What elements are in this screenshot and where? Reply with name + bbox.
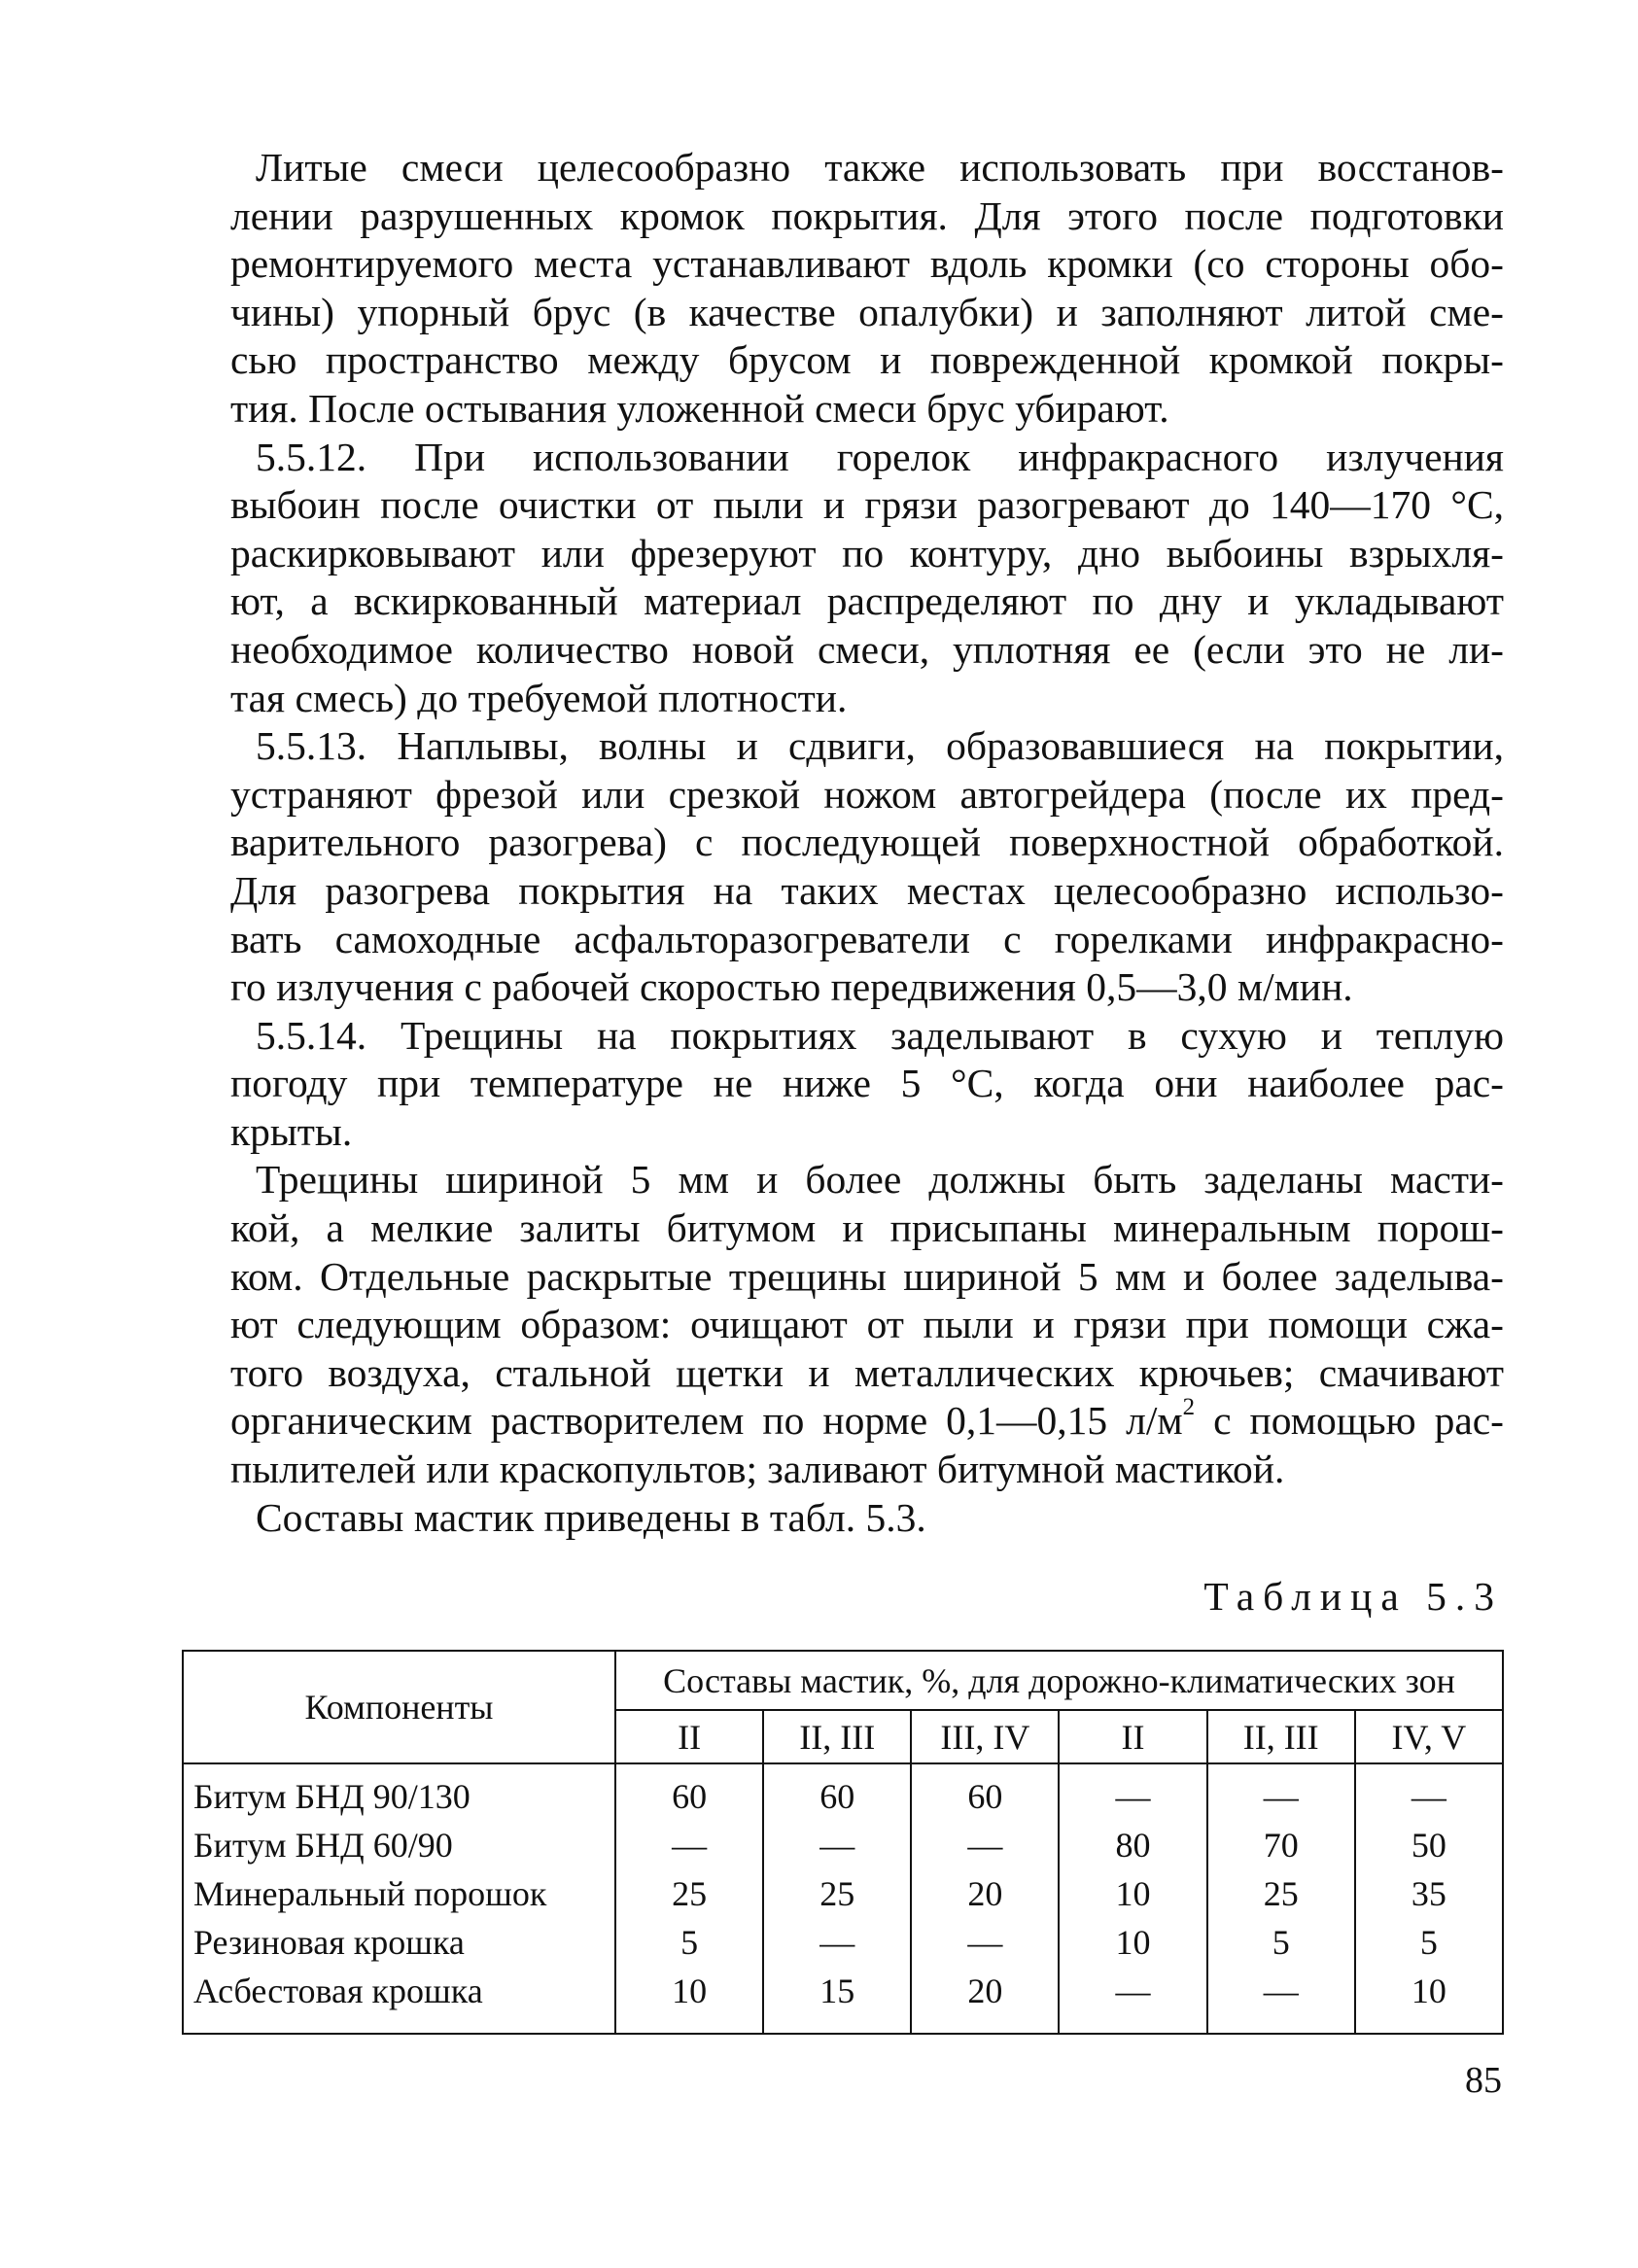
text-line: чины) упорный брус (в качестве опалубки) и заполняют литой сме- bbox=[230, 289, 1504, 334]
text-line: варительного разогрева) с последующей поверхностной обработкой. bbox=[230, 820, 1504, 865]
paragraph-5-5-12 bbox=[230, 434, 1504, 723]
text-line: раскирковывают или фрезеруют по контуру, дно выбоины взрыхля- bbox=[230, 530, 1504, 576]
paragraph-5-5-14 bbox=[230, 1012, 1504, 1157]
mastic-composition-table bbox=[182, 1650, 1504, 2035]
text-line: Для разогрева покрытия на таких местах целесообразно использо- bbox=[230, 867, 1504, 913]
component-name: Минеральный порошок bbox=[183, 1869, 615, 1918]
paragraph-table-ref bbox=[230, 1494, 1504, 1543]
text-line: крыты. bbox=[230, 1108, 353, 1154]
text-line: кой, а мелкие залиты битумом и присыпаны минеральным порош- bbox=[230, 1205, 1504, 1251]
table-cell: 70 bbox=[1207, 1821, 1355, 1869]
text-line: Литые смеси целесообразно также использовать при восстанов- bbox=[256, 145, 1504, 190]
table-cell: 25 bbox=[615, 1869, 763, 1918]
table-header-row bbox=[183, 1651, 1503, 1710]
table-cell: — bbox=[763, 1918, 911, 1967]
table-cell: — bbox=[1207, 1763, 1355, 1821]
paragraph-5-5-13 bbox=[230, 722, 1504, 1012]
text-line: тая смесь) до требуемой плотности. bbox=[230, 675, 848, 720]
table-row bbox=[183, 1918, 1503, 1967]
text-line: 5.5.13. Наплывы, волны и сдвиги, образовавшиеся на покрытии, bbox=[256, 723, 1504, 769]
table-row bbox=[183, 1763, 1503, 1821]
table-cell: 5 bbox=[615, 1918, 763, 1967]
text-line-with-superscript bbox=[230, 1394, 1504, 1446]
table-cell: — bbox=[1059, 1763, 1206, 1821]
table-cell: — bbox=[615, 1821, 763, 1869]
table-cell: 60 bbox=[911, 1763, 1059, 1821]
table-cell: — bbox=[763, 1821, 911, 1869]
group-header: Составы мастик, %, для дорожно-климатических зон bbox=[615, 1651, 1503, 1710]
superscript: 2 bbox=[1182, 1394, 1196, 1421]
text-line: вать самоходные асфальторазогреватели с горелками инфракрасно- bbox=[230, 916, 1504, 961]
zone-header: III, IV bbox=[911, 1710, 1059, 1763]
text-line: ремонтируемого места устанавливают вдоль кромки (со стороны обо- bbox=[230, 241, 1504, 287]
text-line: погоду при температуре не ниже 5 °С, когда они наиболее рас- bbox=[230, 1061, 1504, 1106]
table-cell: 5 bbox=[1355, 1918, 1503, 1967]
table-cell: 80 bbox=[1059, 1821, 1206, 1869]
text-line: пылителей или краскопультов; заливают битумной мастикой. bbox=[230, 1447, 1285, 1492]
table-row bbox=[183, 1821, 1503, 1869]
text-line: го излучения с рабочей скоростью передвижения 0,5—3,0 м/мин. bbox=[230, 964, 1353, 1010]
page-number: 85 bbox=[1465, 2060, 1502, 2101]
table-cell: 10 bbox=[1059, 1918, 1206, 1967]
text-line: ют, а вскиркованный материал распределяют по дну и укладывают bbox=[230, 578, 1504, 624]
table-row bbox=[183, 1967, 1503, 2034]
text-line: выбоин после очистки от пыли и грязи разогревают до 140—170 °С, bbox=[230, 482, 1504, 528]
table-caption: Таблица 5.3 bbox=[1203, 1574, 1503, 1619]
table-cell: 5 bbox=[1207, 1918, 1355, 1967]
body-text bbox=[230, 144, 1504, 1542]
component-name: Битум БНД 90/130 bbox=[183, 1763, 615, 1821]
table-cell: — bbox=[1355, 1763, 1503, 1821]
table-cell: — bbox=[1207, 1967, 1355, 2034]
text-fragment: органическим растворителем по норме 0,1—0,15 л/м bbox=[230, 1398, 1183, 1444]
text-line: лении разрушенных кромок покрытия. Для этого после подготовки bbox=[230, 192, 1504, 238]
paragraph-1 bbox=[230, 144, 1504, 434]
paragraph-cracks bbox=[230, 1156, 1504, 1493]
text-line: тия. После остывания уложенной смеси брус убирают. bbox=[230, 385, 1169, 431]
table-cell: — bbox=[911, 1821, 1059, 1869]
text-line: сью пространство между брусом и поврежденной кромкой покры- bbox=[230, 337, 1504, 383]
table-cell: 25 bbox=[1207, 1869, 1355, 1918]
table-cell: — bbox=[1059, 1967, 1206, 2034]
zone-header: IV, V bbox=[1355, 1710, 1503, 1763]
text-line: того воздуха, стальной щетки и металлических крючьев; смачивают bbox=[230, 1349, 1504, 1395]
component-name: Асбестовая крошка bbox=[183, 1967, 615, 2034]
text-line: Трещины шириной 5 мм и более должны быть заделаны масти- bbox=[256, 1157, 1504, 1203]
text-line: ют следующим образом: очищают от пыли и грязи при помощи сжа- bbox=[230, 1302, 1504, 1347]
text-line: устраняют фрезой или срезкой ножом автогрейдера (после их пред- bbox=[230, 771, 1504, 817]
zone-header: II bbox=[615, 1710, 763, 1763]
text-line: Составы мастик приведены в табл. 5.3. bbox=[256, 1494, 926, 1540]
zone-header: II, III bbox=[763, 1710, 911, 1763]
text-line: 5.5.12. При использовании горелок инфракрасного излучения bbox=[256, 434, 1504, 479]
text-line: ком. Отдельные раскрытые трещины шириной 5 мм и более заделыва- bbox=[230, 1253, 1504, 1299]
table-cell: 10 bbox=[1355, 1967, 1503, 2034]
table-cell: 35 bbox=[1355, 1869, 1503, 1918]
text-line: 5.5.14. Трещины на покрытиях заделывают в сухую и теплую bbox=[256, 1012, 1504, 1058]
table-cell: 20 bbox=[911, 1869, 1059, 1918]
text-fragment: с помощью рас- bbox=[1195, 1398, 1504, 1444]
table-cell: 15 bbox=[763, 1967, 911, 2034]
components-header: Компоненты bbox=[183, 1651, 615, 1763]
zone-header: II, III bbox=[1207, 1710, 1355, 1763]
mastic-table-container bbox=[182, 1650, 1504, 2035]
table-cell: 20 bbox=[911, 1967, 1059, 2034]
table-cell: 10 bbox=[615, 1967, 763, 2034]
table-cell: — bbox=[911, 1918, 1059, 1967]
zone-header: II bbox=[1059, 1710, 1206, 1763]
table-cell: 25 bbox=[763, 1869, 911, 1918]
table-cell: 50 bbox=[1355, 1821, 1503, 1869]
table-row bbox=[183, 1869, 1503, 1918]
table-cell: 60 bbox=[615, 1763, 763, 1821]
table-cell: 60 bbox=[763, 1763, 911, 1821]
component-name: Битум БНД 60/90 bbox=[183, 1821, 615, 1869]
table-cell: 10 bbox=[1059, 1869, 1206, 1918]
text-line: необходимое количество новой смеси, уплотняя ее (если это не ли- bbox=[230, 626, 1504, 672]
component-name: Резиновая крошка bbox=[183, 1918, 615, 1967]
